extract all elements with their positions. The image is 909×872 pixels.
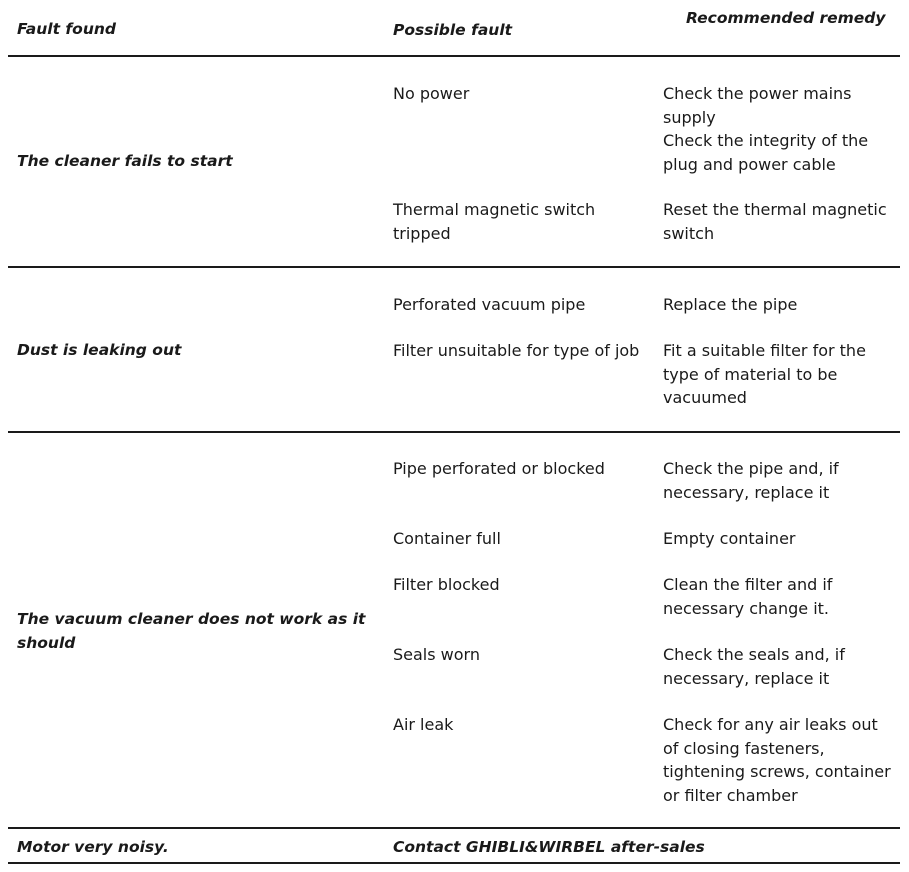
header-recommended-remedy: Recommended remedy xyxy=(686,9,886,27)
fault-label: Motor very noisy. xyxy=(17,838,169,856)
section-divider-3 xyxy=(8,827,900,829)
remedy-cell: Reset the thermal magnetic switch xyxy=(663,200,887,243)
possible-fault-cell: Perforated vacuum pipe xyxy=(393,295,586,314)
section-divider-1 xyxy=(8,266,900,268)
possible-fault-cell: Filter blocked xyxy=(393,575,500,594)
possible-fault-cell: Thermal magnetic switch tripped xyxy=(393,200,596,243)
remedy-cell: Clean the filter and if necessary change it. xyxy=(663,575,833,618)
possible-fault-cell: Air leak xyxy=(393,715,454,734)
possible-fault-cell: Container full xyxy=(393,529,501,548)
remedy-cell: Check the power mains supply Check the integrity of the plug and power cable xyxy=(663,84,869,174)
after-sales-contact: Contact GHIBLI&WIRBEL after-sales xyxy=(393,838,705,856)
header-fault-found: Fault found xyxy=(17,20,116,38)
possible-fault-cell: Seals worn xyxy=(393,645,480,664)
header-possible-fault: Possible fault xyxy=(393,21,513,39)
remedy-cell: Fit a suitable filter for the type of material to be vacuumed xyxy=(663,341,866,407)
table-bottom-rule xyxy=(8,862,900,864)
header-divider xyxy=(8,55,900,57)
section-divider-2 xyxy=(8,431,900,433)
remedy-cell: Replace the pipe xyxy=(663,295,798,314)
remedy-cell: Check the pipe and, if necessary, replace it xyxy=(663,459,839,502)
remedy-cell: Empty container xyxy=(663,529,796,548)
fault-label: The cleaner fails to start xyxy=(17,152,233,170)
possible-fault-cell: Filter unsuitable for type of job xyxy=(393,341,640,360)
remedy-cell: Check for any air leaks out of closing fasteners, tightening screws, container or filter chamber xyxy=(663,715,891,805)
fault-label: Dust is leaking out xyxy=(17,341,182,359)
possible-fault-cell: No power xyxy=(393,84,470,103)
possible-fault-cell: Pipe perforated or blocked xyxy=(393,459,605,478)
fault-label: The vacuum cleaner does not work as it should xyxy=(17,610,366,652)
remedy-cell: Check the seals and, if necessary, replace it xyxy=(663,645,845,688)
